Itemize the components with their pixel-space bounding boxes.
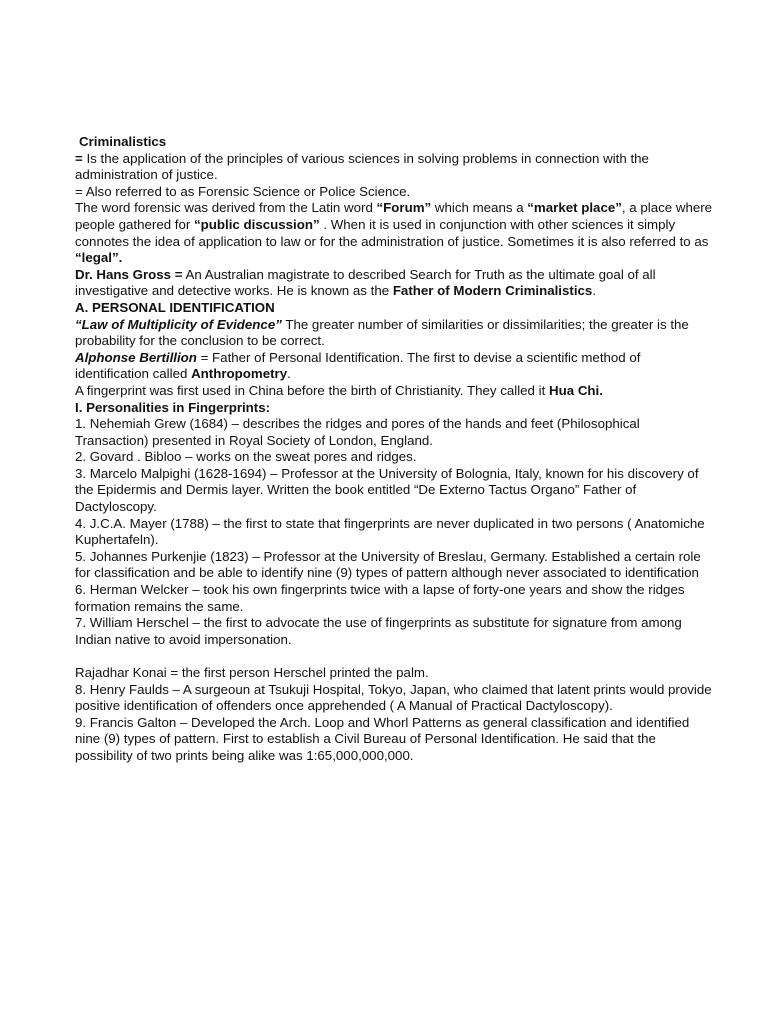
list-item: 9. Francis Galton – Developed the Arch. Loop and Whorl Patterns as general classification and identified nine (9) types of pattern. First to establish a Civil Bureau of Personal Identification. He said that the possibility of two prints being alike was 1:65,000,000,000.	[75, 714, 690, 763]
list-item: 5. Johannes Purkenjie (1823) – Professor at the University of Breslau, Germany. Established a certain role for classification and be able to identify nine (9) types of pattern although never associated to identification	[75, 548, 701, 581]
alias-paragraph: = Also referred to as Forensic Science or Police Science.	[75, 183, 411, 199]
list-item: 4. J.C.A. Mayer (1788) – the first to state that fingerprints are never duplicated in two persons ( Anatomiche Kuphertafeln).	[75, 515, 705, 548]
bertillion-paragraph	[75, 350, 715, 383]
bertillion-text: = Father of Personal Identification. The first to devise a scientific method of identification called	[75, 349, 641, 382]
bertillion-period: .	[287, 366, 291, 382]
konai-paragraph: Rajadhar Konai = the first person Herschel printed the palm.	[75, 665, 429, 680]
hua-chi-term: Hua Chi.	[549, 382, 603, 398]
father-modern-criminalistics: Father of Modern Criminalistics	[392, 283, 593, 299]
hans-gross-text: An Australian magistrate to described Search for Truth as the ultimate goal of all investigative and detective works. He is known as the	[75, 266, 656, 299]
hans-gross-paragraph	[75, 267, 715, 300]
hans-gross-period: .	[592, 283, 597, 299]
anthropometry-term: Anthropometry	[191, 366, 288, 382]
legal-term: “legal”.	[75, 250, 123, 266]
list-item: 3. Marcelo Malpighi (1628-1694) – Professor at the University of Bolognia, Italy, known for his discovery of the Epidermis and Dermis layer. Written the book entitled “De Externo Tactus Organo” Father of Dactyloscopy.	[75, 465, 699, 515]
forum-term: “Forum”	[376, 200, 432, 216]
china-paragraph	[75, 383, 715, 400]
definition-mark: =	[75, 150, 83, 166]
hans-gross-name: Dr. Hans Gross =	[75, 266, 183, 282]
law-multiplicity-paragraph	[75, 317, 715, 350]
blank-line	[75, 648, 715, 665]
forensic-text-4: . When it is used in conjunction with other sciences it simply connotes the idea of application to law or for the administration of justice. Sometimes it is also referred to as	[75, 216, 709, 249]
document-page	[75, 134, 715, 765]
document-title: Criminalistics	[79, 134, 167, 149]
definition-text: Is the application of the principles of various sciences in solving problems in connection with the administration of justice.	[75, 150, 649, 183]
list-item: 1. Nehemiah Grew (1684) – describes the ridges and pores of the hands and feet (Philosophical Transaction) presented in Royal Society of London, England.	[75, 416, 640, 448]
bertillion-name: Alphonse Bertillion	[75, 349, 197, 365]
list-item: 7. William Herschel – the first to advocate the use of fingerprints as substitute for signature from among Indian native to avoid impersonation.	[75, 615, 682, 647]
law-multiplicity-term: “Law of Multiplicity of Evidence”	[75, 316, 282, 332]
list-item: 6. Herman Welcker – took his own fingerprints twice with a lapse of forty-one years and show the ridges formation remains the same.	[75, 582, 685, 614]
forensic-text-1: The word forensic was derived from the Latin word	[75, 200, 377, 216]
list-item: 2. Govard . Bibloo – works on the sweat pores and ridges.	[75, 449, 417, 465]
definition-paragraph	[75, 151, 715, 184]
list-item: 8. Henry Faulds – A surgeoun at Tsukuji Hospital, Tokyo, Japan, who claimed that latent prints would provide positive identification of offenders once apprehended ( A Manual of Practical Dactyloscopy).	[75, 681, 712, 714]
public-discussion-term: “public discussion”	[194, 216, 320, 232]
law-multiplicity-text: The greater number of similarities or dissimilarities; the greater is the probability for the conclusion to be correct.	[75, 316, 689, 349]
forensic-text-3: , a place where people gathered for	[75, 200, 713, 232]
section-a-heading: A. PERSONAL IDENTIFICATION	[75, 299, 275, 315]
section-i-heading: I. Personalities in Fingerprints:	[75, 399, 271, 415]
china-text: A fingerprint was first used in China before the birth of Christianity. They called it	[75, 382, 549, 398]
market-place-term: “market place”	[527, 200, 622, 216]
forensic-origin-paragraph	[75, 200, 715, 266]
forensic-text-2: which means a	[431, 200, 528, 216]
